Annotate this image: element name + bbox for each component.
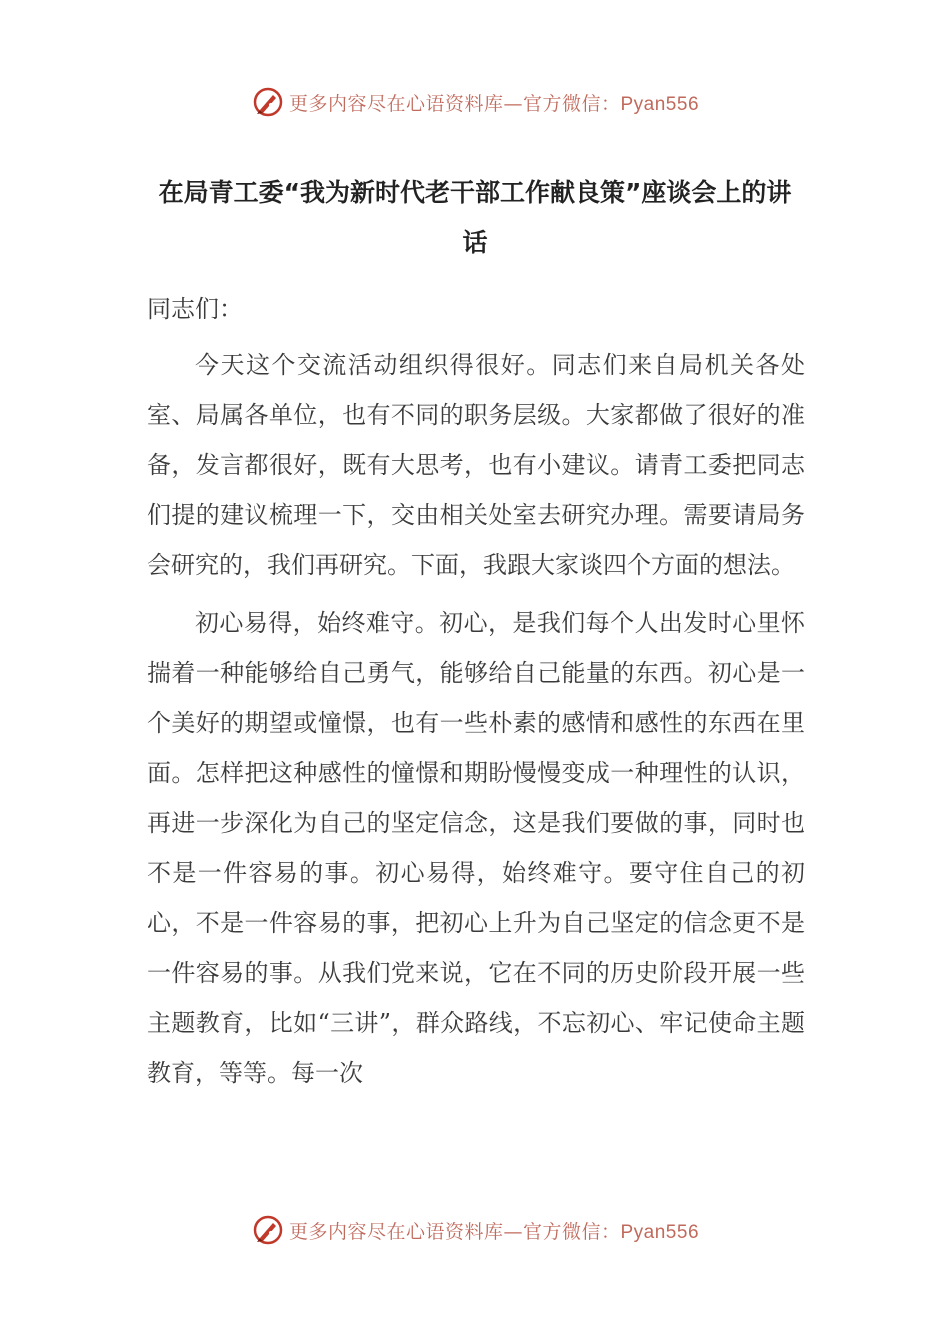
wechat-id: Pyan556: [620, 93, 700, 115]
greeting: 同志们：: [147, 295, 243, 323]
header-banner: [0, 82, 950, 122]
document-title: 在局青工委“我为新时代老干部工作献良策”座谈会上的讲话: [158, 178, 792, 257]
footer-banner: [0, 1210, 950, 1250]
document-body: [147, 284, 805, 1106]
wechat-id: Pyan556: [620, 1221, 700, 1243]
banner-text: [289, 1217, 699, 1244]
paragraph: 初心易得，始终难守。初心，是我们每个人出发时心里怀揣着一种能够给自己勇气，能够给自己能量的东西。初心是一个美好的期望或憧憬，也有一些朴素的感情和感性的东西在里面。怎样把这种感性的憧憬和期盼慢慢变成一种理性的认识，再进一步深化为自己的坚定信念，这是我们要做的事，同时也不是一件容易的事。初心易得，始终难守。要守住自己的初心，不是一件容易的事，把初心上升为自己坚定的信念更不是一件容易的事。从我们党来说，它在不同的历史阶段开展一些主题教育，比如“三讲”，群众路线，不忘初心、牢记使命主题教育，等等。每一次: [147, 609, 805, 1087]
pen-circle-icon: [251, 1213, 285, 1247]
pen-circle-icon: [251, 85, 285, 119]
banner-label: 更多内容尽在心语资料库—官方微信：: [288, 92, 621, 115]
banner-label: 更多内容尽在心语资料库—官方微信：: [288, 1220, 621, 1243]
paragraph: 今天这个交流活动组织得很好。同志们来自局机关各处室、局属各单位，也有不同的职务层级。大家都做了很好的准备，发言都很好，既有大思考，也有小建议。请青工委把同志们提的建议梳理一下，交由相关处室去研究办理。需要请局务会研究的，我们再研究。下面，我跟大家谈四个方面的想法。: [147, 351, 805, 579]
banner-text: [289, 89, 699, 116]
